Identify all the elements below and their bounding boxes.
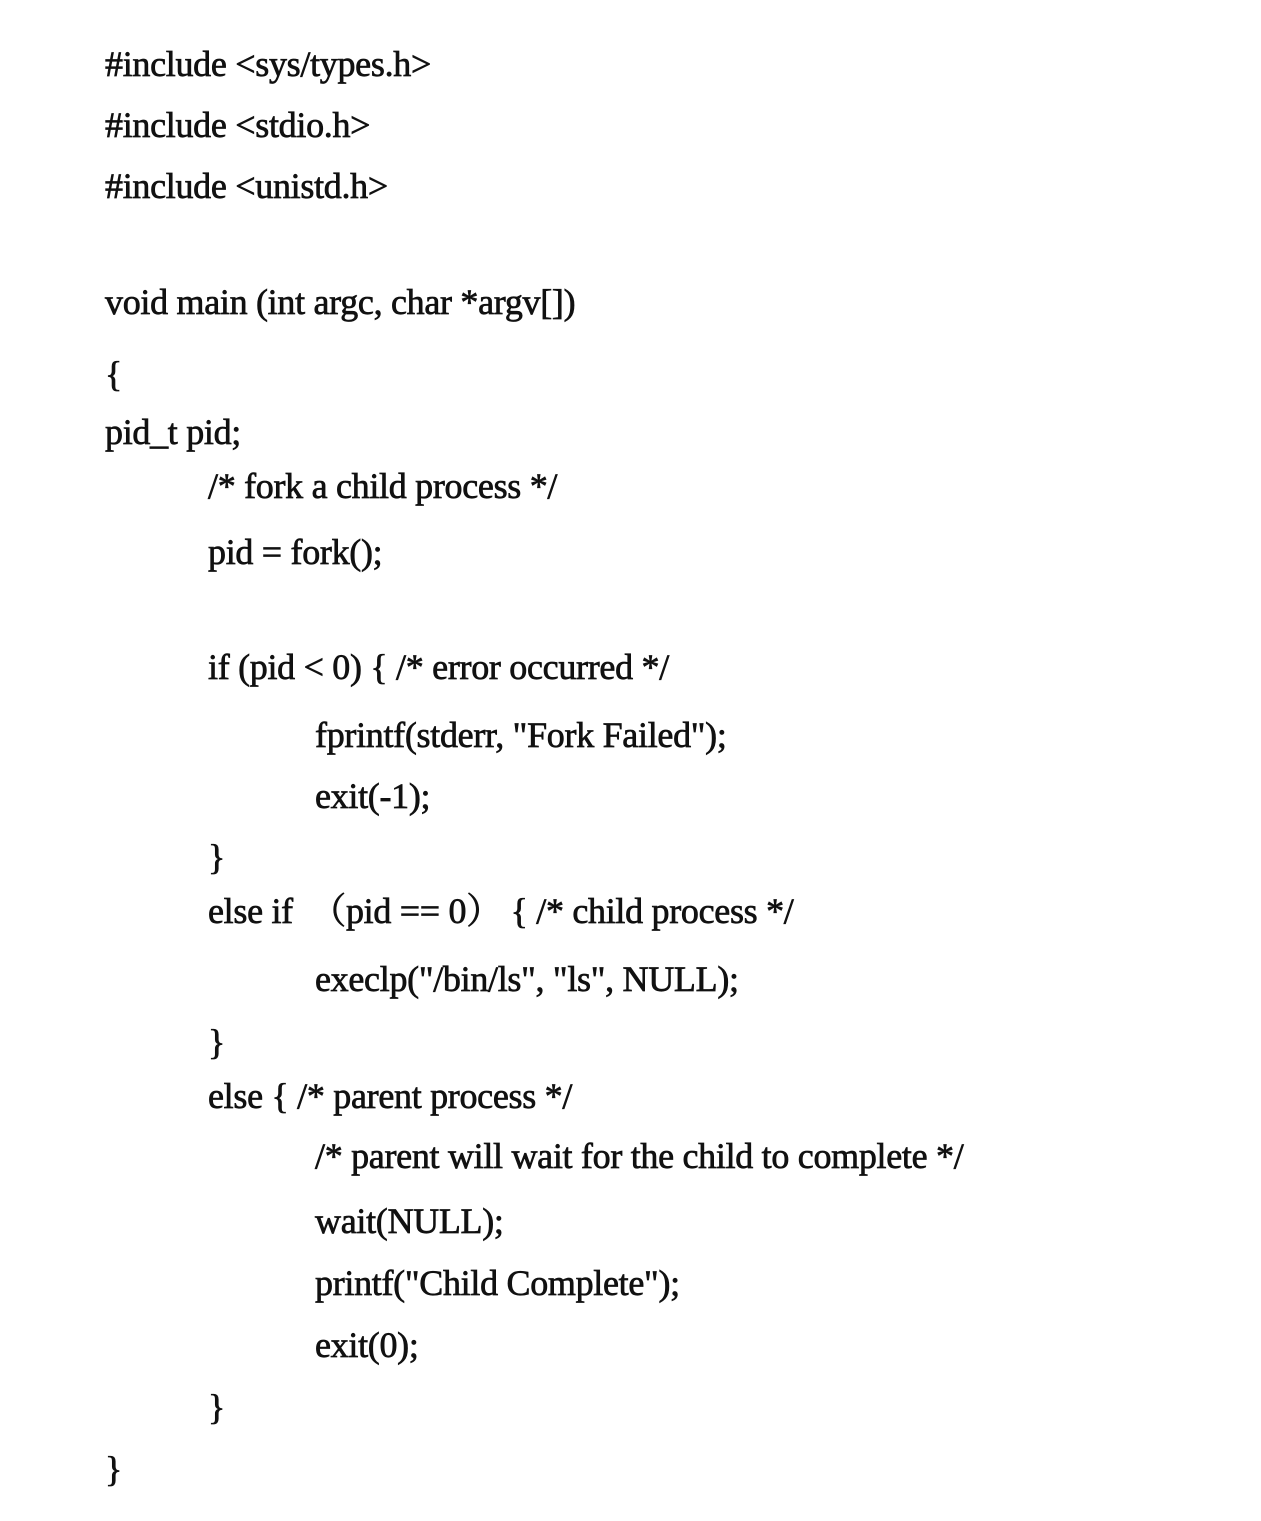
code-line: pid_t pid; [105, 412, 242, 452]
code-line: else { /* parent process */ [208, 1076, 573, 1116]
code-line: /* parent will wait for the child to complete */ [315, 1136, 964, 1176]
code-line: wait(NULL); [315, 1201, 504, 1241]
code-line: { [105, 354, 122, 394]
code-line: fprintf(stderr, "Fork Failed"); [315, 715, 727, 755]
code-line: #include <unistd.h> [105, 166, 388, 206]
code-line: } [208, 1387, 225, 1427]
code-line: /* fork a child process */ [208, 466, 558, 506]
code-line: if (pid < 0) { /* error occurred */ [208, 647, 669, 687]
code-line: } [208, 837, 225, 877]
code-line: execlp("/bin/ls", "ls", NULL); [315, 959, 739, 999]
code-line: #include <stdio.h> [105, 105, 371, 145]
code-line: pid = fork(); [208, 532, 383, 572]
code-line: #include <sys/types.h> [105, 44, 431, 84]
code-line: } [208, 1022, 225, 1062]
code-line: exit(0); [315, 1325, 419, 1365]
code-line: else if （pid == 0） { /* child process */ [208, 891, 794, 931]
code-line: printf("Child Complete"); [315, 1263, 680, 1303]
code-line: } [105, 1449, 122, 1489]
code-line: void main (int argc, char *argv[]) [105, 282, 576, 322]
code-line: exit(-1); [315, 776, 431, 816]
